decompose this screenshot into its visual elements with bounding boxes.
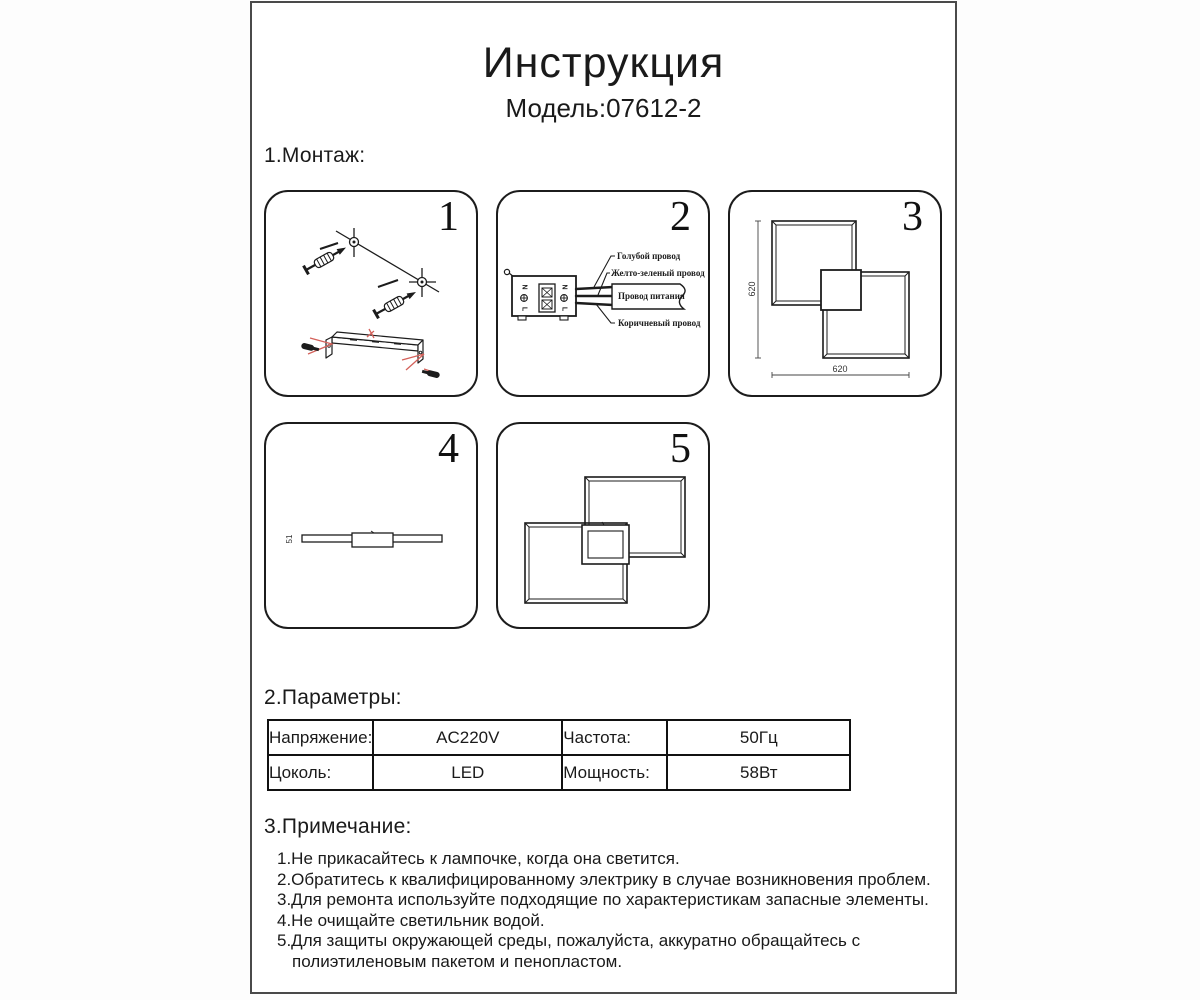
table-row (268, 755, 850, 790)
param-value: AC220V (373, 720, 562, 755)
panel-number: 3 (902, 194, 923, 240)
panel-step-5 (496, 422, 710, 629)
note-item: 5.Для защиты окружающей среды, пожалуйста, аккуратно обращайтесь с (277, 931, 861, 950)
param-value: LED (373, 755, 562, 790)
panel-step-2 (496, 190, 710, 397)
panel-number: 2 (670, 194, 691, 240)
center-module (821, 270, 861, 310)
dim-horizontal-label: 620 (832, 364, 848, 374)
note-item-continuation: полиэтиленовым пакетом и пенопластом. (292, 951, 623, 971)
model-number: Модель:07612-2 (505, 93, 702, 123)
wire-brown-label: Коричневый провод (618, 318, 701, 328)
note-item: 4.Не очищайте светильник водой. (277, 910, 545, 930)
montage-heading: 1.Монтаж: (264, 144, 366, 167)
panel-step-4 (264, 422, 478, 629)
note-item: 3.Для ремонта используйте подходящие по характеристикам запасные элементы. (277, 890, 929, 909)
center-module (582, 522, 629, 564)
dim-height-label: 51 (285, 534, 294, 544)
parameters-table (267, 719, 851, 791)
param-label: Частота: (562, 720, 667, 755)
notes-heading: 3.Примечание: (264, 815, 412, 838)
panel-step-1 (264, 190, 478, 397)
terminal-l-label: L (560, 306, 568, 312)
page-title: Инструкция (482, 39, 725, 87)
wire-yellow-green-label: Желто-зеленый провод (611, 268, 705, 278)
param-label: Напряжение: (268, 720, 373, 755)
wire-power-label: Провод питания (618, 291, 685, 301)
terminal-block (504, 269, 576, 320)
terminal-n-label: N (560, 284, 568, 290)
param-value: 58Вт (667, 755, 850, 790)
dim-vertical-label: 620 (747, 281, 757, 297)
panel-number: 5 (670, 426, 691, 472)
panel-step-3 (728, 190, 942, 397)
params-heading: 2.Параметры: (264, 686, 402, 709)
screw-anchor-icon (304, 243, 347, 274)
screw-anchor-icon (374, 280, 417, 318)
canopy-base (352, 533, 393, 547)
note-item: 1.Не прикасайтесь к лампочке, когда она светится. (277, 849, 680, 868)
terminal-l-label: L (520, 306, 528, 312)
notes-list (277, 849, 967, 972)
table-row (268, 720, 850, 755)
wire-blue-label: Голубой провод (617, 251, 681, 261)
param-value: 50Гц (667, 720, 850, 755)
param-label: Цоколь: (268, 755, 373, 790)
panel-number: 4 (438, 426, 459, 472)
wires (576, 287, 613, 305)
instruction-sheet (250, 1, 957, 994)
wall-anchor-marks (336, 228, 439, 297)
terminal-n-label: N (520, 284, 528, 290)
param-label: Мощность: (562, 755, 667, 790)
panel-number: 1 (438, 194, 459, 240)
note-item: 2.Обратитесь к квалифицированному электрику в случае возникновения проблем. (277, 869, 931, 889)
